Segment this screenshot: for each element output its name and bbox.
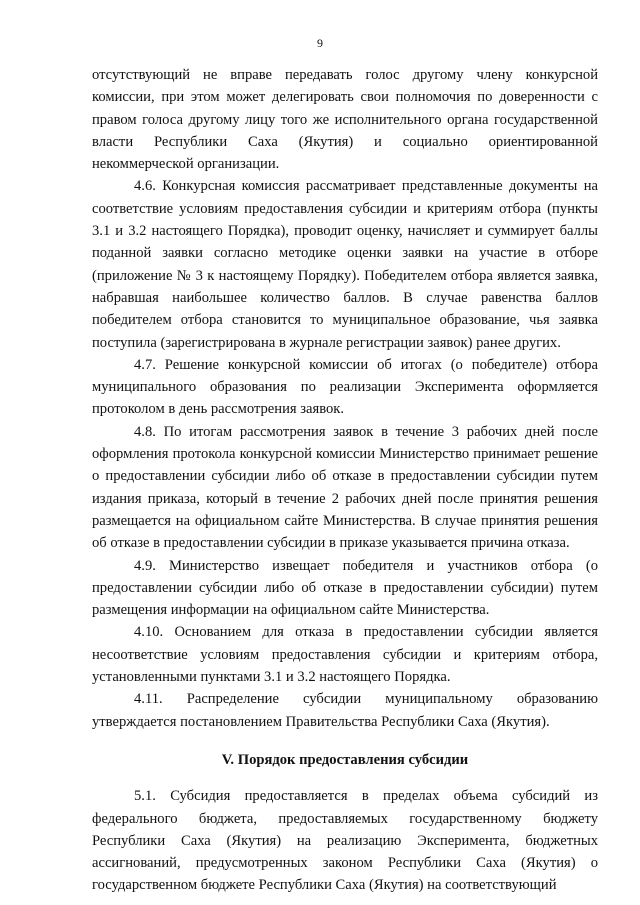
paragraph-continuation: отсутствующий не вправе передавать голос другому члену конкурсной комиссии, при этом может делегировать свои полномочия по доверенности с правом голоса другому лицу того же исполнительного органа государственной власти Республики Саха (Якутия) и социально ориентированной некоммерческой организации.: [92, 67, 598, 173]
paragraph-4-10: 4.10. Основанием для отказа в предоставлении субсидии является несоответствие условиям предоставления субсидии и критериям отбора, установленными пунктами 3.1 и 3.2 настоящего Порядка.: [92, 624, 598, 686]
paragraph-4-7: 4.7. Решение конкурсной комиссии об итогах (о победителе) отбора муниципального образования по реализации Эксперимента оформляется протоколом в день рассмотрения заявок.: [92, 356, 598, 418]
paragraph-5-1: 5.1. Субсидия предоставляется в пределах объема субсидий из федерального бюджета, предоставляемых государственному бюджету Республики Саха (Якутия) на реализацию Эксперимента, бюджетных ассигнований, предусмотренных законом Республики Саха (Якутия) о государственном бюджете Республики Саха (Якутия) на соответствующий: [92, 788, 598, 894]
paragraph-4-6: 4.6. Конкурсная комиссия рассматривает представленные документы на соответствие условиям предоставления субсидии и критериям отбора (пункты 3.1 и 3.2 настоящего Порядка), проводит оценку, начисляет и суммирует баллы поданной заявки согласно методике оценки заявки на участие в отборе (приложение № 3 к настоящему Порядку). Победителем отбора является заявка, набравшая наибольшее количество баллов. В случае равенства баллов победителем отбора становится то муниципальное образование, чья заявка поступила (зарегистрирована в журнале регистрации заявок) ранее других.: [92, 178, 598, 351]
page-number: 9: [317, 36, 323, 50]
section-heading: V. Порядок предоставления субсидии: [221, 751, 469, 768]
paragraph-4-9: 4.9. Министерство извещает победителя и участников отбора (о предоставлении субсидии либо об отказе в предоставлении субсидии) путем размещения информации на официальном сайте Министерства.: [92, 557, 598, 619]
paragraph-4-11: 4.11. Распределение субсидии муниципальному образованию утверждается постановлением Правительства Республики Саха (Якутия).: [92, 691, 598, 730]
paragraph-4-8: 4.8. По итогам рассмотрения заявок в течение 3 рабочих дней после оформления протокола конкурсной комиссии Министерство принимает решение о предоставлении субсидии либо об отказе в предоставлении субсидии путем издания приказа, который в течение 2 рабочих дней после принятия решения размещается на официальном сайте Министерства. В случае принятия решения об отказе в предоставлении субсидии в приказе указывается причина отказа.: [92, 423, 598, 552]
document-body: [92, 64, 598, 897]
